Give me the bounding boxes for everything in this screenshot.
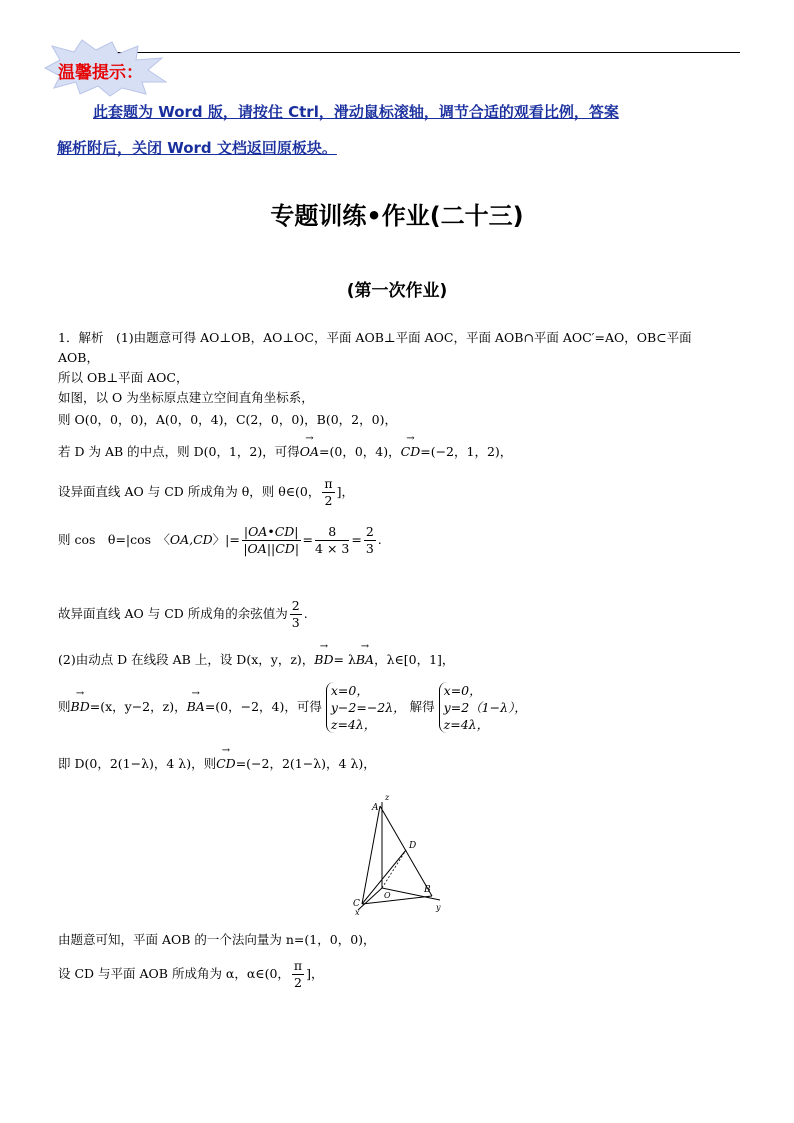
label-d: D xyxy=(409,841,417,851)
label-a: A xyxy=(372,803,379,813)
notice-line-1: 此套题为 Word 版，请按住 Ctrl，滑动鼠标滚轴，调节合适的观看比例，答案 xyxy=(93,103,619,121)
fraction-pi-over-2: $\frac{\pi}{2}$ xyxy=(324,476,333,508)
label-c: C xyxy=(353,899,360,909)
label-o: O xyxy=(384,891,391,900)
solution-line-11: 则→ BD=(x，y−2，z)，→ BA=(0，−2，4)，可得 x=0， y−2=−2λ， z=4λ， 解得 x=0， y=2（1−λ）， z=4λ， xyxy=(58,682,527,733)
edge-ab xyxy=(380,806,432,896)
x-axis xyxy=(358,888,382,910)
solution-line-4: 如图，以 O 为坐标原点建立空间直角坐标系， xyxy=(58,390,314,405)
fraction-pi-over-2-b: $\frac{\pi}{2}$ xyxy=(293,958,303,990)
solution-line-6: 若 D 为 AB 的中点，则 D(0，1，2)，可得→ OA=(0，0，4)，→ CD=(−2，1，2)， xyxy=(58,442,512,460)
solution-line-12: 即 D(0，2(1−λ)，4 λ)，则→ CD=(−2，2(1−λ)，4 λ)， xyxy=(58,754,376,772)
equation-system-1: x=0， y−2=−2λ， z=4λ， xyxy=(326,682,406,733)
solution-line-8: 则 cos θ=|cos 〈OA,CD〉|= $\frac{|OA•CD|}{|OA||CD|}$ = $\frac{8}{4 \times 3}$ = $\frac{2}{3}$ . xyxy=(58,524,382,556)
fraction-2-over-3: $\frac{2}{3}$ xyxy=(365,524,374,556)
page-subtitle: (第一次作业) xyxy=(346,281,448,301)
edge-ac xyxy=(362,806,380,904)
solution-line-13: 由题意可知，平面 AOB 的一个法向量为 n=(1，0，0)， xyxy=(58,932,376,947)
fraction-2-over-3-b: $\frac{2}{3}$ xyxy=(291,598,300,630)
solution-line-9: 故异面直线 AO 与 CD 所成角的余弦值为 $\frac{2}{3}$ . xyxy=(58,598,308,630)
label-z: z xyxy=(385,793,390,802)
solution-line-14: 设 CD 与平面 AOB 所成角为 α，α∈(0， $\frac{\pi}{2}$ ]， xyxy=(58,958,324,990)
solution-line-3: 所以 OB⊥平面 AOC， xyxy=(58,370,189,385)
solution-line-2: AOB， xyxy=(58,350,99,365)
solution-line-5: 则 O(0，0，0)，A(0，0，4)，C(2，0，0)，B(0，2，0)， xyxy=(58,412,397,427)
notice-line-2: 解析附后，关闭 Word 文档返回原板块。 xyxy=(57,139,337,157)
tip-label: 温馨提示： xyxy=(58,63,143,83)
equation-system-2: x=0， y=2（1−λ）， z=4λ， xyxy=(439,682,527,733)
solution-line-10: (2)由动点 D 在线段 AB 上，设 D(x，y，z)，→ BD= λ→ BA，λ∈[0，1]， xyxy=(58,650,454,668)
page-title: 专题训练•作业(二十三) xyxy=(270,202,524,230)
solution-line-7: 设异面直线 AO 与 CD 所成角为 θ，则 θ∈(0， $\frac{\pi}{2}$ ]， xyxy=(58,476,354,508)
label-x: x xyxy=(355,908,360,916)
solution-line-1: 1．解析 (1)由题意可得 AO⊥OB，AO⊥OC，平面 AOB⊥平面 AOC，平面 AOB∩平面 AOC′=AO，OB⊂平面 xyxy=(58,330,692,345)
segment-od xyxy=(382,850,406,888)
fraction-8-over-12: $\frac{8}{4 \times 3}$ xyxy=(315,524,350,556)
label-b: B xyxy=(424,885,431,895)
label-y: y xyxy=(436,903,441,912)
fraction-dot-product: $\frac{|OA•CD|}{|OA||CD|}$ xyxy=(243,524,300,556)
coordinate-figure xyxy=(352,788,442,916)
